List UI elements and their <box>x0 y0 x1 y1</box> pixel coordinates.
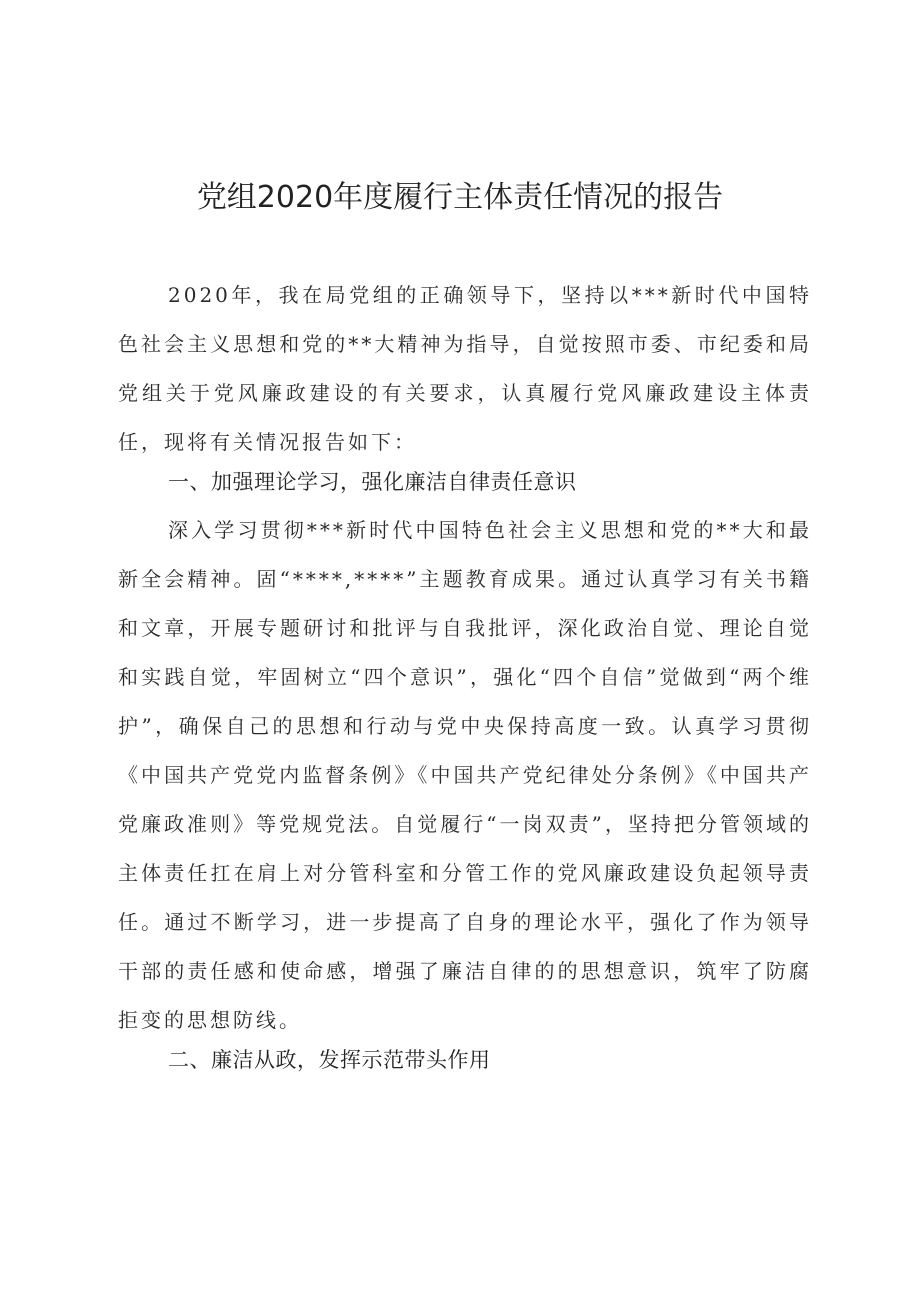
section-heading-1: 一、加强理论学习，强化廉洁自律责任意识 <box>168 470 577 494</box>
document-title: 党组2020年度履行主体责任情况的报告 <box>196 180 724 215</box>
section-1-paragraph: 深入学习贯彻***新时代中国特色社会主义思想和党的**大和最新全会精神。固“****,****”主题教育成果。通过认真学习有关书籍和文章，开展专题研讨和批评与自我批评，深化政治自觉、理论自觉和实践自觉，牢固树立“四个意识”，强化“四个自信”觉做到“两个维护”，确保自己的思想和行动与党中央保持高度一致。认真学习贯彻《中国共产党党内监督条例》《中国共产党纪律处分条例》《中国共产党廉政准则》等党规党法。自觉履行“一岗双责”，坚持把分管领域的主体责任扛在肩上对分管科室和分管工作的党风廉政建设负起领导责任。通过不断学习，进一步提高了自身的理论水平，强化了作为领导干部的责任感和使命感，增强了廉洁自律的的思想意识，筑牢了防腐拒变的思想防线。 <box>118 518 812 1032</box>
section-heading-2: 二、廉洁从政，发挥示范带头作用 <box>168 1048 491 1072</box>
intro-paragraph: 2020年，我在局党组的正确领导下，坚持以***新时代中国特色社会主义思想和党的**大精神为指导，自觉按照市委、市纪委和局党组关于党风廉政建设的有关要求，认真履行党风廉政建设主体责任，现将有关情况报告如下： <box>118 283 812 454</box>
